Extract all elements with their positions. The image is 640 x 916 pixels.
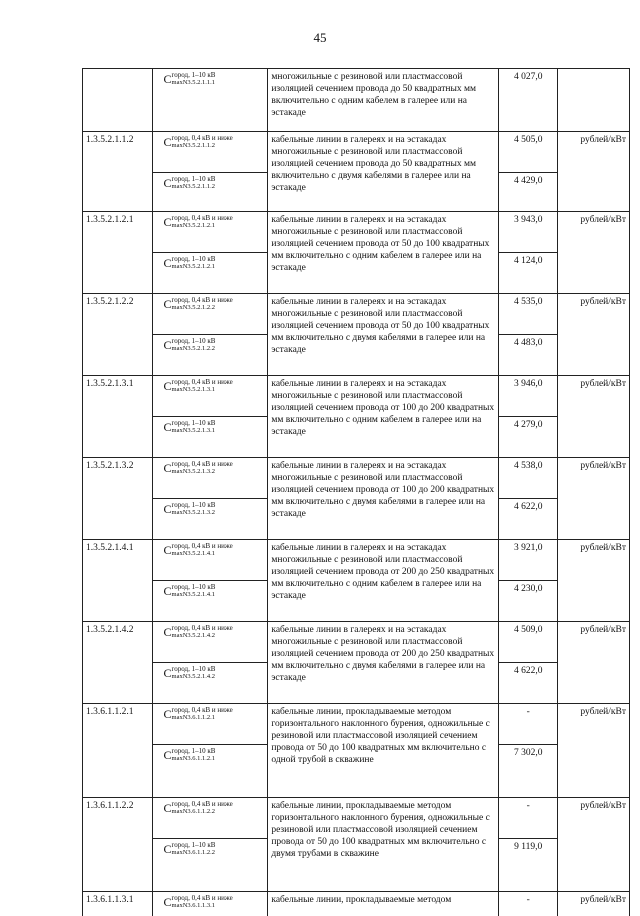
symbol-sup: город, 0,4 кВ и ниже [172,378,233,386]
symbol-sub: maxN3.6.1.1.2.1 [172,714,233,722]
row-value: 4 027,0 [499,69,558,132]
rate-symbol: C город, 1–10 кВ maxN3.5.2.1.3.2 [152,499,268,540]
rate-symbol: C город, 1–10 кВ maxN3.5.2.1.4.2 [152,663,268,704]
rate-symbol: C город, 1–10 кВ maxN3.5.2.1.3.1 [152,417,268,458]
page-number: 45 [0,30,640,46]
symbol-sub: maxN3.5.2.1.2.2 [172,345,216,353]
symbol-sup: город, 0,4 кВ и ниже [172,460,233,468]
row-description: кабельные линии в галереях и на эстакадах многожильные с резиновой или пластмассовой изоляцией сечением провода от 200 до 250 квадратных мм включительно с двумя кабелями в галерее или на эстакаде [268,622,499,704]
symbol-sup: город, 1–10 кВ [172,419,216,427]
rate-symbol: C город, 1–10 кВ maxN3.5.2.1.2.2 [152,335,268,376]
rate-symbol: C город, 1–10 кВ maxN3.6.1.1.2.1 [152,745,268,798]
symbol-sub: maxN3.5.2.1.1.1 [172,79,216,87]
row-unit: рублей/кВт [558,704,630,798]
rate-symbol: C город, 1–10 кВ maxN3.5.2.1.4.1 [152,581,268,622]
row-unit: рублей/кВт [558,376,630,458]
row-unit: рублей/кВт [558,798,630,892]
symbol-sub: maxN3.5.2.1.3.1 [172,427,216,435]
rate-symbol: C город, 0,4 кВ и ниже maxN3.5.2.1.4.1 [152,540,268,581]
symbol-sup: город, 0,4 кВ и ниже [172,542,233,550]
rate-symbol: C город, 1–10 кВ maxN3.6.1.1.2.2 [152,839,268,892]
table-row [83,622,630,663]
rate-symbol: C город, 1–10 кВ maxN3.5.2.1.1.2 [152,173,268,212]
row-value: 4 124,0 [499,253,558,294]
symbol-sub: maxN3.6.1.1.2.2 [172,808,233,816]
rate-symbol: C город, 0,4 кВ и ниже maxN3.5.2.1.4.2 [152,622,268,663]
symbol-sub: maxN3.6.1.1.2.1 [172,755,216,763]
row-description: кабельные линии в галереях и на эстакадах многожильные с резиновой или пластмассовой изоляцией сечением провода от 100 до 200 квадратных мм включительно с двумя кабелями в галерее или на эстакаде [268,458,499,540]
rate-symbol: C город, 0,4 кВ и ниже maxN3.5.2.1.2.1 [152,212,268,253]
row-description: кабельные линии в галереях и на эстакадах многожильные с резиновой или пластмассовой изоляцией сечением провода от 100 до 200 квадратных мм включительно с одним кабелем в галерее или на эстакаде [268,376,499,458]
symbol-sub: maxN3.5.2.1.3.1 [172,386,233,394]
table-row [83,69,630,132]
table-row [83,212,630,253]
row-value: 7 302,0 [499,745,558,798]
symbol-sub: maxN3.5.2.1.4.1 [172,591,216,599]
rate-symbol: C город, 0,4 кВ и ниже maxN3.6.1.1.2.1 [152,704,268,745]
symbol-sub: maxN3.5.2.1.4.2 [172,673,216,681]
symbol-sub: maxN3.5.2.1.2.2 [172,304,233,312]
row-value: 4 505,0 [499,132,558,173]
row-description: кабельные линии в галереях и на эстакадах многожильные с резиновой или пластмассовой изоляцией сечением провода от 50 до 100 квадратных мм включительно с одним кабелем в галерее или на эстакаде [268,212,499,294]
row-value: 4 509,0 [499,622,558,663]
symbol-sup: город, 0,4 кВ и ниже [172,214,233,222]
row-code: 1.3.5.2.1.1.2 [83,132,153,212]
symbol-sup: город, 0,4 кВ и ниже [172,134,233,142]
symbol-sub: maxN3.5.2.1.1.2 [172,142,233,150]
row-value: - [499,704,558,745]
table-row [83,798,630,839]
symbol-sub: maxN3.6.1.1.2.2 [172,849,216,857]
rate-symbol: C город, 1–10 кВ maxN3.5.2.1.2.1 [152,253,268,294]
symbol-sup: город, 1–10 кВ [172,501,216,509]
symbol-sub: maxN3.5.2.1.3.2 [172,509,216,517]
row-unit: рублей/кВт [558,132,630,212]
symbol-sup: город, 1–10 кВ [172,71,216,79]
row-unit: рублей/кВт [558,622,630,704]
row-unit: рублей/кВт [558,892,630,916]
row-value: 4 622,0 [499,663,558,704]
row-unit [558,69,630,132]
rate-symbol: C город, 0,4 кВ и ниже maxN3.6.1.1.2.2 [152,798,268,839]
row-code: 1.3.5.2.1.2.2 [83,294,153,376]
table-row [83,376,630,417]
symbol-sup: город, 1–10 кВ [172,665,216,673]
rate-symbol: C город, 0,4 кВ и ниже maxN3.6.1.1.3.1 [152,892,268,916]
row-unit: рублей/кВт [558,294,630,376]
row-value: 3 921,0 [499,540,558,581]
row-value: 9 119,0 [499,839,558,892]
row-value: - [499,892,558,916]
row-code: 1.3.5.2.1.4.2 [83,622,153,704]
row-unit: рублей/кВт [558,540,630,622]
row-value: - [499,798,558,839]
symbol-sup: город, 1–10 кВ [172,841,216,849]
rate-symbol: C город, 0,4 кВ и ниже maxN3.5.2.1.2.2 [152,294,268,335]
row-code: 1.3.6.1.1.2.1 [83,704,153,798]
row-value: 4 622,0 [499,499,558,540]
row-code: 1.3.5.2.1.3.1 [83,376,153,458]
rate-symbol: C город, 1–10 кВ maxN3.5.2.1.1.1 [152,69,268,132]
symbol-sub: maxN3.6.1.1.3.1 [172,902,233,910]
row-value: 3 943,0 [499,212,558,253]
row-description: многожильные с резиновой или пластмассовой изоляцией сечением провода до 50 квадратных мм включительно с одним кабелем в галерее или на эстакаде [268,69,499,132]
symbol-sub: maxN3.5.2.1.2.1 [172,263,216,271]
row-code: 1.3.5.2.1.4.1 [83,540,153,622]
row-unit: рублей/кВт [558,212,630,294]
table-row [83,458,630,499]
row-description: кабельные линии в галереях и на эстакадах многожильные с резиновой или пластмассовой изоляцией сечением провода до 50 квадратных мм включительно с двумя кабелями в галерее или на эстакаде [268,132,499,212]
row-value: 4 483,0 [499,335,558,376]
rate-symbol: C город, 0,4 кВ и ниже maxN3.5.2.1.3.2 [152,458,268,499]
symbol-sub: maxN3.5.2.1.1.2 [172,183,216,191]
rate-symbol: C город, 0,4 кВ и ниже maxN3.5.2.1.3.1 [152,376,268,417]
row-code: 1.3.5.2.1.2.1 [83,212,153,294]
table-row [83,132,630,173]
row-value: 4 230,0 [499,581,558,622]
symbol-sup: город, 0,4 кВ и ниже [172,894,233,902]
symbol-sup: город, 0,4 кВ и ниже [172,800,233,808]
table-row [83,294,630,335]
row-code: 1.3.6.1.1.2.2 [83,798,153,892]
row-code [83,69,153,132]
row-code: 1.3.5.2.1.3.2 [83,458,153,540]
row-description: кабельные линии, прокладываемые методом горизонтального наклонного бурения, одножильные с резиновой или пластмассовой изоляцией сечением провода от 50 до 100 квадратных мм включительно с одной трубой в скважине [268,704,499,798]
symbol-sup: город, 1–10 кВ [172,583,216,591]
row-description: кабельные линии, прокладываемые методом [268,892,499,916]
symbol-sup: город, 1–10 кВ [172,337,216,345]
row-unit: рублей/кВт [558,458,630,540]
symbol-sub: maxN3.5.2.1.4.1 [172,550,233,558]
table-row [83,540,630,581]
row-description: кабельные линии в галереях и на эстакадах многожильные с резиновой или пластмассовой изоляцией сечением провода от 200 до 250 квадратных мм включительно с одним кабелем в галерее или на эстакаде [268,540,499,622]
symbol-sup: город, 1–10 кВ [172,255,216,263]
row-value: 4 279,0 [499,417,558,458]
row-description: кабельные линии в галереях и на эстакадах многожильные с резиновой или пластмассовой изоляцией сечением провода от 50 до 100 квадратных мм включительно с двумя кабелями в галерее или на эстакаде [268,294,499,376]
row-description: кабельные линии, прокладываемые методом горизонтального наклонного бурения, одножильные с резиновой или пластмассовой изоляцией сечением провода от 50 до 100 квадратных мм включительно с двумя трубами в скважине [268,798,499,892]
row-value: 4 429,0 [499,173,558,212]
rate-symbol: C город, 0,4 кВ и ниже maxN3.5.2.1.1.2 [152,132,268,173]
row-value: 3 946,0 [499,376,558,417]
symbol-sup: город, 1–10 кВ [172,175,216,183]
tariff-table [82,68,630,916]
row-code: 1.3.6.1.1.3.1 [83,892,153,916]
table-body [83,69,630,916]
table-row [83,892,630,916]
symbol-sup: город, 0,4 кВ и ниже [172,706,233,714]
symbol-sub: maxN3.5.2.1.4.2 [172,632,233,640]
symbol-sub: maxN3.5.2.1.2.1 [172,222,233,230]
symbol-sub: maxN3.5.2.1.3.2 [172,468,233,476]
table-row [83,704,630,745]
symbol-sup: город, 1–10 кВ [172,747,216,755]
row-value: 4 538,0 [499,458,558,499]
symbol-sup: город, 0,4 кВ и ниже [172,296,233,304]
row-value: 4 535,0 [499,294,558,335]
symbol-sup: город, 0,4 кВ и ниже [172,624,233,632]
